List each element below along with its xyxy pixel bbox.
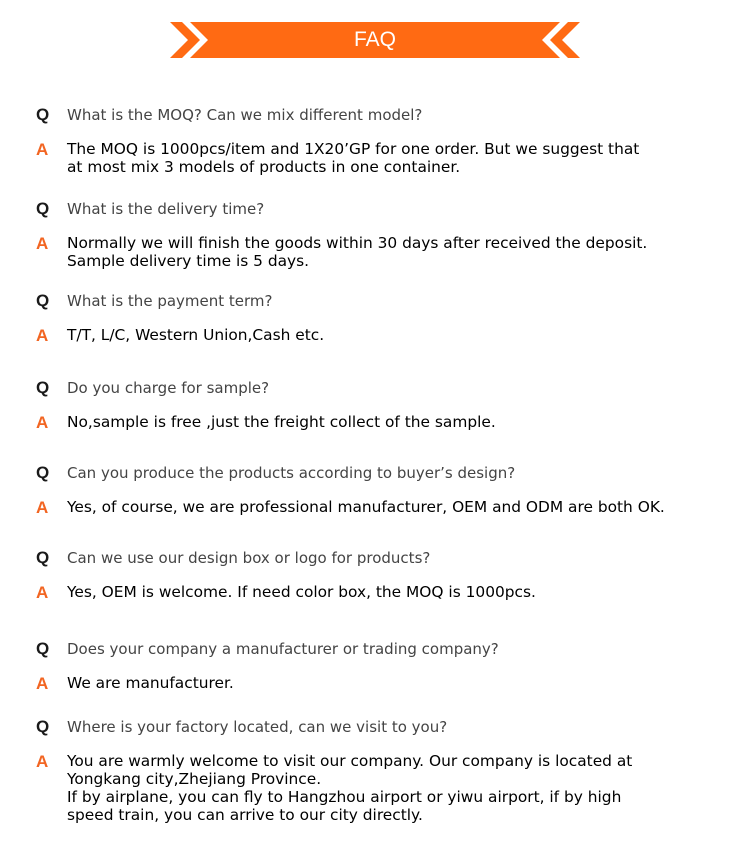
question-text: Can you produce the products according to buyer’s design? [67, 464, 516, 482]
answer-text [67, 498, 665, 516]
answer-text [67, 752, 632, 824]
question-text: What is the delivery time? [67, 200, 265, 218]
answer-mark: A [36, 674, 49, 693]
answer-text [67, 674, 234, 692]
answer-line: Normally we will finish the goods within 30 days after received the deposit. [67, 234, 648, 252]
answer-mark: A [36, 752, 49, 771]
question-text: What is the MOQ? Can we mix different model? [67, 106, 423, 124]
answer-line: Yes, of course, we are professional manufacturer, OEM and ODM are both OK. [67, 498, 665, 516]
answer-line: Yongkang city,Zhejiang Province. [67, 770, 322, 788]
answer-line: at most mix 3 models of products in one container. [67, 158, 461, 176]
answer-line: speed train, you can arrive to our city directly. [67, 806, 423, 824]
answer-mark: A [36, 583, 49, 602]
question-mark: Q [36, 639, 50, 658]
answer-text [67, 326, 324, 344]
answer-line: T/T, L/C, Western Union,Cash etc. [67, 326, 325, 344]
answer-text [67, 583, 536, 601]
answer-line: The MOQ is 1000pcs/item and 1X20’GP for one order. But we suggest that [67, 140, 640, 158]
answer-mark: A [36, 326, 49, 345]
question-text: Can we use our design box or logo for products? [67, 549, 431, 567]
answer-line: No,sample is free ,just the freight collect of the sample. [67, 413, 496, 431]
answer-mark: A [36, 498, 49, 517]
question-mark: Q [36, 199, 50, 218]
answer-line: If by airplane, you can fly to Hangzhou airport or yiwu airport, if by high [67, 788, 622, 806]
answer-mark: A [36, 140, 49, 159]
question-text: Does your company a manufacturer or trading company? [67, 640, 499, 658]
answer-line: You are warmly welcome to visit our company. Our company is located at [67, 752, 633, 770]
question-mark: Q [36, 105, 50, 124]
answer-text [67, 140, 639, 176]
question-mark: Q [36, 717, 50, 736]
answer-line: Yes, OEM is welcome. If need color box, the MOQ is 1000pcs. [67, 583, 536, 601]
answer-mark: A [36, 234, 49, 253]
question-mark: Q [36, 378, 50, 397]
page-title: FAQ [353, 28, 396, 51]
answer-line: Sample delivery time is 5 days. [67, 252, 310, 270]
faq-banner [170, 22, 580, 58]
question-mark: Q [36, 463, 50, 482]
question-text: Where is your factory located, can we visit to you? [67, 718, 448, 736]
answer-line: We are manufacturer. [67, 674, 234, 692]
question-text: What is the payment term? [67, 292, 273, 310]
answer-mark: A [36, 413, 49, 432]
question-mark: Q [36, 548, 50, 567]
answer-text [67, 413, 496, 431]
question-mark: Q [36, 291, 50, 310]
question-text: Do you charge for sample? [67, 379, 270, 397]
answer-text [67, 234, 647, 270]
